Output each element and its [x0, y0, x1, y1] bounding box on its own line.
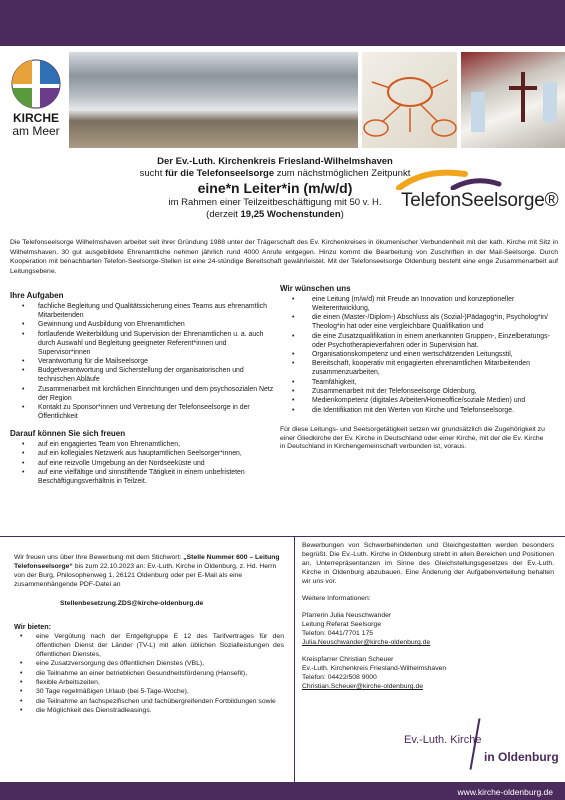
list-item: • eine Zusatzversorgung des öffentlichen Dienstes (VBL), — [14, 660, 284, 669]
cross-circle-icon — [6, 56, 66, 112]
application-text-post: bis zum 22.10.2023 an: Ev.-Luth. Kirche in Oldenburg, z. Hd. Herrn von der Burg, Philosophenweg 1, 26121 Oldenburg oder per E-Mail als eine zusammenhängende PDF-Datei an — [14, 563, 277, 588]
list-item: • Zusammenarbeit mit kirchlichen Einrichtungen und dem psychosozialen Netz der Region — [10, 386, 275, 404]
website-link[interactable]: www.kirche-oldenburg.de — [457, 787, 553, 797]
footer-bar — [0, 782, 565, 800]
list-item: • eine Vergütung nach der Entgeltgruppe E 12 des Tarifvertrages für den öffentlichen Dienst der Länder (TV-L) mit allen üblichen Sozialleistungen des öffentlichen Dienstes, — [14, 633, 284, 660]
aufgaben-heading: Ihre Aufgaben — [10, 291, 64, 300]
list-item: • Gewinnung und Ausbildung von Ehrenamtlichen — [10, 321, 275, 330]
telefonseelsorge-logo — [395, 166, 565, 216]
list-item: • fachliche Begleitung und Qualitätssicherung eines Teams aus ehrenamtlich Mitarbeitenden — [10, 303, 275, 321]
list-item: • Budgetverantwortung und Sicherstellung der organisatorischen und technischen Abläufe — [10, 367, 275, 385]
info-section — [302, 541, 554, 699]
list-item: • Teamfähigkeit, — [280, 379, 558, 388]
list-item: • Medienkompetenz (digitales Arbeiten/Homeoffice/soziale Medien) und — [280, 397, 558, 406]
heading-hours-line — [110, 209, 440, 221]
heading-hours-post: ) — [340, 209, 344, 220]
list-item: • Verantwortung für die Mailseelsorge — [10, 358, 275, 367]
contact-name: Kreispfarrer Christian Scheuer — [302, 656, 394, 663]
list-item: • auf ein kollegiales Netzwerk aus hauptamtlichen Seelsorger*innen, — [10, 450, 275, 459]
beach-photo — [69, 52, 358, 148]
contact-scheuer — [302, 655, 554, 691]
wuenschen-heading: Wir wünschen uns — [280, 284, 351, 293]
application-text-pre: Wir freuen uns über Ihre Bewerbung mit dem Stichwort: — [14, 554, 184, 561]
heading-hours-bold: 19,25 Wochenstunden — [240, 209, 341, 220]
heading-employer: Der Ev.-Luth. Kirchenkreis Friesland-Wilhelmshaven — [157, 156, 393, 167]
heading-search-line — [110, 168, 440, 180]
application-email-link[interactable]: Stellenbesetzung.ZDS@kirche-oldenburg.de — [60, 600, 204, 607]
freuen-list — [10, 441, 275, 487]
contact-role: Ev.-Luth. Kirchenkreis Friesland-Wilhelmshaven — [302, 665, 447, 672]
list-item: • die Identifikation mit den Werten von Kirche und Telefonseelsorge. — [280, 407, 558, 416]
logo-text-am-meer: am Meer — [12, 124, 60, 138]
list-item: • Organisationskompetenz und einen wertschätzenden Leitungsstil, — [280, 351, 558, 360]
list-item: • die einen (Master-/Diplom-) Abschluss als (Sozial-)Pädagog*in, Psycholog*in/ Theolog*in hat oder eine vergleichbare Qualifikation und — [280, 314, 558, 332]
wuenschen-list — [280, 296, 558, 416]
list-item: • die Möglichkeit des Dienstradleasings. — [14, 707, 284, 716]
list-item: • die Teilnahme an einer betrieblichen Gesundheitsförderung (Hansefit), — [14, 670, 284, 679]
list-item: • auf eine vielfältige und sinnstiftende Tätigkeit in einem unbefristeten Beschäftigungsverhältnis in Teilzeit. — [10, 469, 275, 487]
list-item: • Bereitschaft, kooperativ mit engagierten ehrenamtlichen Mitarbeitenden zusammenzuarbeiten, — [280, 360, 558, 378]
right-column — [280, 283, 558, 452]
logo-line-in-oldenburg: in Oldenburg — [484, 750, 559, 764]
kirche-oldenburg-logo — [404, 714, 559, 774]
mindmap-photo — [362, 52, 458, 148]
application-section — [14, 553, 284, 717]
list-item: • Zusammenarbeit mit der Telefonseelsorge Oldenburg, — [280, 388, 558, 397]
contact-email-link[interactable]: Christian.Scheuer@kirche-oldenburg.de — [302, 683, 423, 690]
column-divider — [294, 536, 295, 782]
contact-phone: Telefon: 0441/7701 175 — [302, 630, 374, 637]
church-membership-paragraph: Für diese Leitungs- und Seelsorgetätigkeit setzen wir grundsätzlich die Zugehörigkeit zu einer Gliedkirche der Ev. Kirche in Deutschland oder einer Kirche, mit der die Ev. Kirche in Deutschland in Kirchengemeinschaft verbunden ist, voraus. — [280, 425, 545, 451]
header-photo-strip — [69, 52, 565, 148]
heading-search-post: zum nächstmöglichen Zeitpunkt — [274, 168, 411, 179]
application-keyword: „Stelle Nummer 600 – Leitung Telefonseelsorge“ — [14, 554, 280, 570]
list-item: • auf ein engagiertes Team von Ehrenamtlichen, — [10, 441, 275, 450]
contact-neuschwander — [302, 611, 554, 647]
list-item: • flexible Arbeitszeiten, — [14, 679, 284, 688]
equality-paragraph: Bewerbungen von Schwerbehinderten und Gleichgestellten werden besonders begrüßt. Die Ev.-Luth. Kirche in Oldenburg strebt in allen Bereichen und Positionen an, Unterrepräsentanzen im Sinne des Gleichstellungsgesetzes der Ev.-Luth. Kirche in Oldenburg abzubauen. Eine Änderung der Aufgabenverteilung behalten wir uns vor. — [302, 542, 554, 585]
logo-line-ev-luth-kirche: Ev.-Luth. Kirche — [404, 734, 482, 746]
heading-search-bold: für die Telefonseelsorge — [165, 168, 275, 179]
intro-paragraph: Die Telefonseelsorge Wilhelmshaven arbeitet seit ihrer Gründung 1988 unter der Trägerschaft des Ev. Kirchenkreises in ökumenischer Verbundenheit mit der kath. Kirche mit Sitz in Wilhelmshaven. 30 gut ausgebildete Ehrenamtliche nehmen jährlich rund 4000 Anrufe entgegen. Hinzu kommt die Bearbeitung von Zuschriften in der Mail-Seelsorge. Durch Kooperation mit benachbarten Telefon-Seelsorge-Stellen ist eine 24-stündige Bereitschaft gewährleistet. Mit der Telefonseelsorge Oldenburg besteht eine enge Zusammenarbeit auf Leitungsebene. — [10, 239, 558, 275]
list-item: • eine Leitung (m/w/d) mit Freude an Innovation und konzeptioneller Weiterentwicklung, — [280, 296, 558, 314]
heading-hours-pre: (derzeit — [206, 209, 241, 220]
list-item: • fortlaufende Weiterbildung und Supervision der Ehrenamtlichen u. a. auch durch Auswahl und Begleitung geeigneter Referent*innen und Supervisor*innen — [10, 331, 275, 358]
list-item: • 30 Tage regelmäßigen Urlaub (bei 5-Tage-Woche), — [14, 688, 284, 697]
job-heading — [110, 156, 440, 221]
bieten-list — [14, 633, 284, 716]
section-divider — [0, 536, 565, 537]
aufgaben-list — [10, 303, 275, 422]
heading-employment-scope: im Rahmen einer Teilzeitbeschäftigung mit 50 v. H. — [168, 197, 382, 208]
job-title: eine*n Leiter*in (m/w/d) — [197, 180, 353, 196]
contact-role: Leitung Referat Seelsorge — [302, 621, 381, 628]
bieten-heading: Wir bieten: — [14, 622, 52, 631]
freuen-heading: Darauf können Sie sich freuen — [10, 428, 126, 438]
info-heading: Weitere Informationen: — [302, 595, 371, 602]
telefonseelsorge-swoosh-icon — [395, 166, 565, 190]
contact-name: Pfarrerin Julia Neuschwander — [302, 612, 392, 619]
church-interior-photo — [461, 52, 565, 148]
application-text — [14, 553, 284, 589]
list-item: • die eine Zusatzqualifikation in einem anerkannten Gruppen-, Einzelberatungs- oder Psychotherapieverfahren oder in Supervision hat. — [280, 333, 558, 351]
contact-phone: Telefon: 04422/508 9000 — [302, 674, 377, 681]
heading-search-pre: sucht — [139, 168, 165, 179]
left-column — [10, 290, 275, 487]
logo-text-kirche: KIRCHE — [12, 111, 59, 125]
contact-email-link[interactable]: Julia.Neuschwander@kirche-oldenburg.de — [302, 639, 431, 646]
list-item: • Kontakt zu Sponsor*innen und Vertretung der Telefonseelsorge in der Öffentlichkeit — [10, 404, 275, 422]
kirche-am-meer-logo — [6, 56, 66, 140]
list-item: • auf eine reizvolle Umgebung an der Nordseeküste und — [10, 460, 275, 469]
top-banner-bar — [0, 0, 565, 46]
telefonseelsorge-wordmark: TelefonSeelsorge® — [401, 190, 559, 211]
list-item: • die Teilnahme an fachspezifischen und fachübergreifenden Fortbildungen sowie — [14, 698, 284, 707]
